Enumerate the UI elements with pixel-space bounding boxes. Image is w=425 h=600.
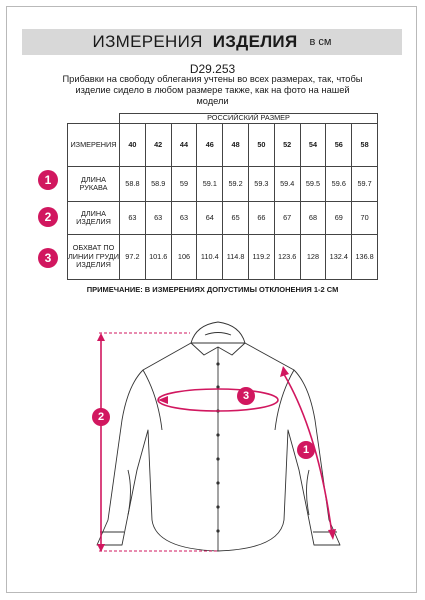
size-header: 42 (145, 124, 171, 167)
length-arrowhead-top (97, 333, 105, 341)
row-label: ДЛИНА РУКАВА (68, 167, 120, 202)
table-cell: 106 (171, 235, 197, 280)
table-caption: РОССИЙСКИЙ РАЗМЕР (120, 114, 378, 124)
table-cell: 70 (352, 202, 378, 235)
table-cell: 63 (171, 202, 197, 235)
row-label: ДЛИНА ИЗДЕЛИЯ (68, 202, 120, 235)
left-sleeve-crease (128, 470, 131, 515)
table-cell: 59.3 (248, 167, 274, 202)
table-cell: 58.9 (145, 167, 171, 202)
button (216, 505, 219, 508)
table-cell: 59.4 (274, 167, 300, 202)
title-part2: ИЗДЕЛИЯ (212, 32, 298, 51)
diagram-marker-2: 2 (92, 408, 110, 426)
size-header: 46 (197, 124, 223, 167)
size-header: 50 (248, 124, 274, 167)
row-label: ОБХВАТ ПО ЛИНИИ ГРУДИ ИЗДЕЛИЯ (68, 235, 120, 280)
table-header-label: ИЗМЕРЕНИЯ (68, 124, 120, 167)
sleeve-arrowhead-bottom (328, 529, 336, 540)
table-cell: 63 (120, 202, 146, 235)
size-header: 48 (223, 124, 249, 167)
size-header: 52 (274, 124, 300, 167)
size-header: 54 (300, 124, 326, 167)
button (216, 481, 219, 484)
diagram-marker-1: 1 (297, 441, 315, 459)
table-cell: 58.8 (120, 167, 146, 202)
size-header: 58 (352, 124, 378, 167)
table-cell: 64 (197, 202, 223, 235)
title-part1: ИЗМЕРЕНИЯ (92, 32, 203, 51)
button (216, 385, 219, 388)
row-badge-2: 2 (38, 207, 58, 227)
button (216, 433, 219, 436)
table-cell: 59.1 (197, 167, 223, 202)
table-cell: 65 (223, 202, 249, 235)
table-cell: 68 (300, 202, 326, 235)
row-badge-1: 1 (38, 170, 58, 190)
table-cell: 114.8 (223, 235, 249, 280)
table-cell: 132.4 (326, 235, 352, 280)
table-cell: 67 (274, 202, 300, 235)
table-cell: 59.2 (223, 167, 249, 202)
table-cell: 59.6 (326, 167, 352, 202)
table-cell: 119.2 (248, 235, 274, 280)
button (216, 529, 219, 532)
description: Прибавки на свободу облегания учтены во всех размерах, так, чтобы изделие сидело в любом размере также, как на фото на нашей модели (62, 74, 363, 106)
button (216, 457, 219, 460)
table-cell: 136.8 (352, 235, 378, 280)
collar-band (205, 333, 231, 336)
table-cell: 101.6 (145, 235, 171, 280)
row-badge-3: 3 (38, 248, 58, 268)
length-arrowhead-bottom (97, 544, 105, 552)
table-cell: 66 (248, 202, 274, 235)
table-cell: 63 (145, 202, 171, 235)
size-header: 56 (326, 124, 352, 167)
title-part3: в см (309, 36, 332, 48)
note: ПРИМЕЧАНИЕ: В ИЗМЕРЕНИЯХ ДОПУСТИМЫ ОТКЛОНЕНИЯ 1-2 СМ (86, 285, 339, 294)
size-header: 40 (120, 124, 146, 167)
table-cell: 59.5 (300, 167, 326, 202)
table-cell: 97.2 (120, 235, 146, 280)
model-code: D29.253 (189, 62, 236, 76)
button (216, 362, 219, 365)
size-header: 44 (171, 124, 197, 167)
table-cell: 59 (171, 167, 197, 202)
table-cell: 59.7 (352, 167, 378, 202)
table-cell: 69 (326, 202, 352, 235)
table-cell: 128 (300, 235, 326, 280)
sleeve-arrowhead-top (280, 366, 289, 377)
diagram-marker-3: 3 (237, 387, 255, 405)
table-cell: 123.6 (274, 235, 300, 280)
table-cell: 110.4 (197, 235, 223, 280)
